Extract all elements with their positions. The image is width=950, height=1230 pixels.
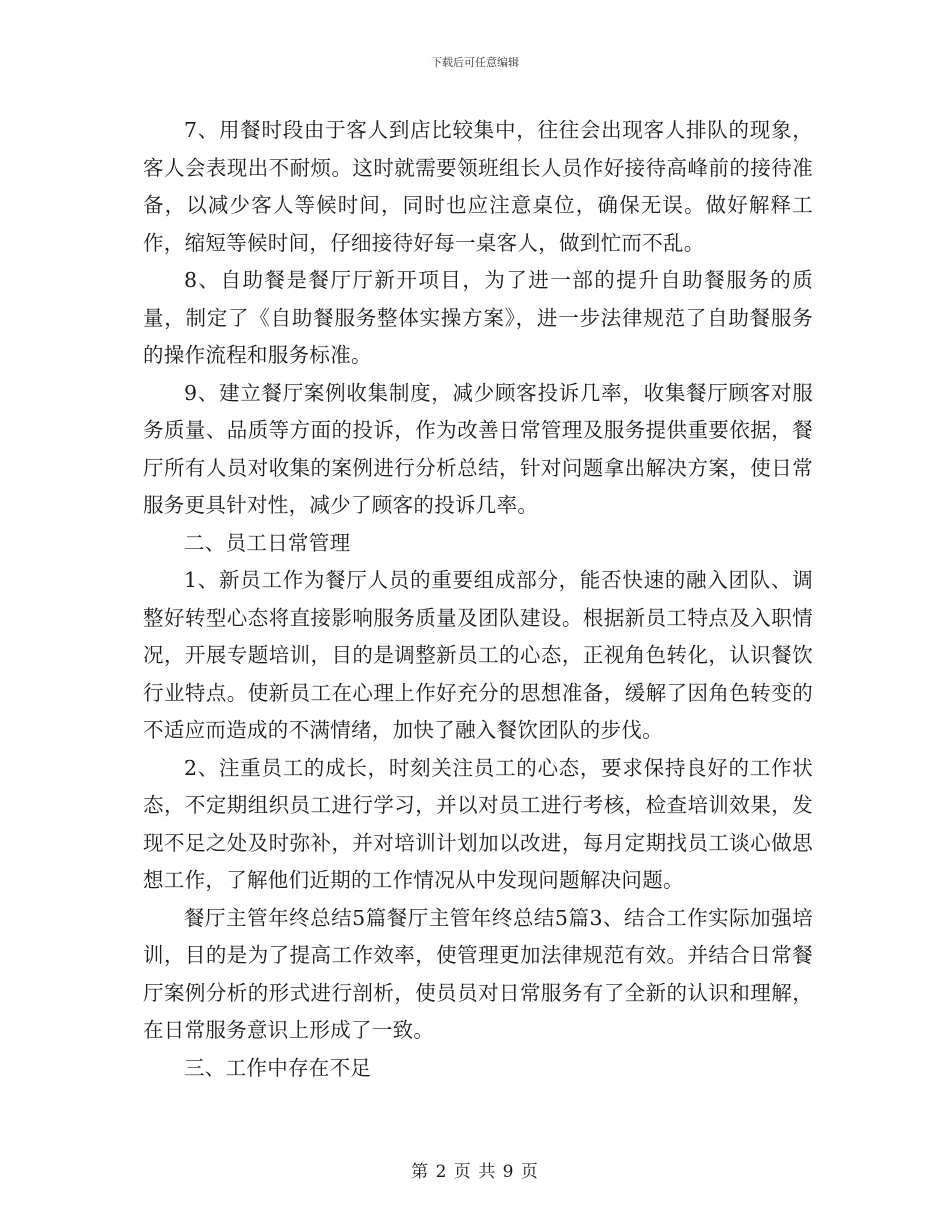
paragraph-staff-3: 餐厅主管年终总结5篇餐厅主管年终总结5篇3、结合工作实际加强培训，目的是为了提高工作效率，使管理更加法律规范有效。并结合日常餐厅案例分析的形式进行剖析，使员员对日常服务有了全新的认识和理解，在日常服务意识上形成了一致。: [143, 905, 813, 1042]
section-heading-shortcomings: 三、工作中存在不足: [184, 1055, 372, 1080]
paragraph-staff-1: 1、新员工作为餐厅人员的重要组成部分，能否快速的融入团队、调整好转型心态将直接影响服务质量及团队建设。根据新员工特点及入职情况，开展专题培训，目的是调整新员工的心态，正视角色转化，认识餐饮行业特点。使新员工在心理上作好充分的思想准备，缓解了因角色转变的不适应而造成的不满情绪，加快了融入餐饮团队的步伐。: [143, 568, 813, 742]
document-body: [143, 112, 813, 1087]
page-number-footer: 第 2 页 共 9 页: [411, 1162, 539, 1182]
paragraph-item-8: 8、自助餐是餐厅厅新开项目，为了进一部的提升自助餐服务的质量，制定了《自助餐服务整体实操方案》，进一步法律规范了自助餐服务的操作流程和服务标准。: [143, 268, 813, 367]
paragraph-item-7: 7、用餐时段由于客人到店比较集中，往往会出现客人排队的现象，客人会表现出不耐烦。这时就需要领班组长人员作好接待高峰前的接待准备，以减少客人等候时间，同时也应注意桌位，确保无误。做好解释工作，缩短等候时间，仔细接待好每一桌客人，做到忙而不乱。: [143, 118, 813, 255]
section-heading-staff-management: 二、员工日常管理: [184, 530, 351, 555]
page-header: 下载后可任意编辑: [431, 56, 519, 69]
paragraph-item-9: 9、建立餐厅案例收集制度，减少顾客投诉几率，收集餐厅顾客对服务质量、品质等方面的投诉，作为改善日常管理及服务提供重要依据，餐厅所有人员对收集的案例进行分析总结，针对问题拿出解决方案，使日常服务更具针对性，减少了顾客的投诉几率。: [143, 380, 813, 517]
paragraph-staff-2: 2、注重员工的成长，时刻关注员工的心态，要求保持良好的工作状态，不定期组织员工进行学习，并以对员工进行考核，检查培训效果，发现不足之处及时弥补，并对培训计划加以改进，每月定期找员工谈心做思想工作，了解他们近期的工作情况从中发现问题解决问题。: [143, 755, 813, 892]
